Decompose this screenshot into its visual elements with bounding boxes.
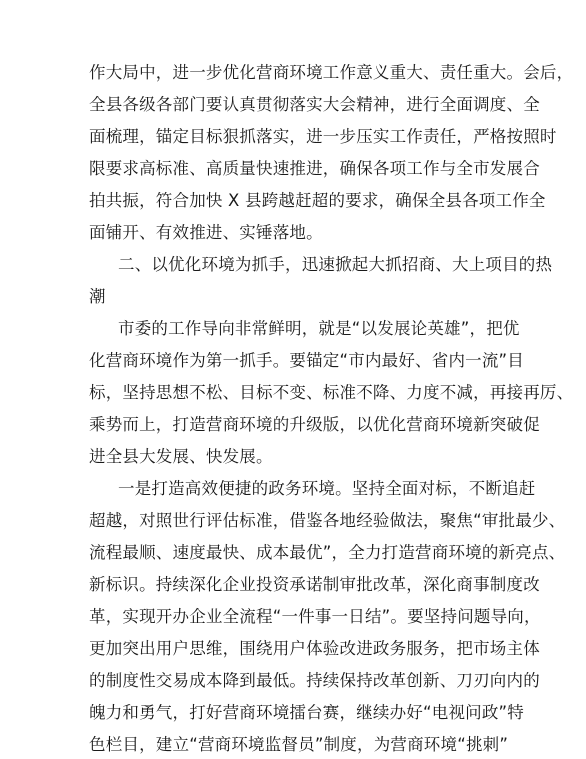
text-line: 标，坚持思想不松、目标不变、标准不降、力度不减，再接再厉、	[89, 383, 574, 402]
text-line: 魄力和勇气，打好营商环境擂台赛，继续办好“电视问政”特	[89, 703, 524, 722]
text-line: 拍共振，符合加快 X 县跨越赶超的要求，确保全县各项工作全	[89, 191, 546, 210]
text-line: 乘势而上，打造营商环境的升级版，以优化营商环境新突破促	[89, 415, 540, 434]
text-line: 面铺开、有效推进、实锤落地。	[89, 223, 323, 242]
text-line: 进全县大发展、快发展。	[89, 447, 273, 466]
text-line: 新标识。持续深化企业投资承诺制审批改革，深化商事制度改	[89, 575, 540, 594]
text-line: 市委的工作导向非常鲜明，就是“以发展论英雄”，把优	[118, 319, 520, 338]
section-heading-line: 二、以优化环境为抓手，迅速掀起大抓招商、大上项目的热	[118, 255, 553, 274]
text-line: 全县各级各部门要认真贯彻落实大会精神，进行全面调度、全	[89, 95, 540, 114]
section-heading-line: 潮	[89, 287, 106, 306]
text-line: 面梳理，锚定目标狠抓落实，进一步压实工作责任，严格按照时	[89, 127, 557, 146]
text-line: 作大局中，进一步优化营商环境工作意义重大、责任重大。会后，	[89, 63, 574, 82]
text-line: 超越，对照世行评估标准，借鉴各地经验做法，聚焦“审批最少、	[89, 511, 566, 530]
text-line: 一是打造高效便捷的政务环境。坚持全面对标，不断追赶	[118, 479, 536, 498]
text-line: 色栏目，建立“营商环境监督员”制度，为营商环境“挑刺”	[89, 735, 509, 754]
text-line: 限要求高标准、高质量快速推进，确保各项工作与全市发展合	[89, 159, 540, 178]
text-line: 革，实现开办企业全流程“一件事一日结”。要坚持问题导向，	[89, 607, 541, 626]
text-line: 化营商环境作为第一抓手。要锚定“市内最好、省内一流”目	[89, 351, 524, 370]
text-line: 流程最顺、速度最快、成本最优”，全力打造营商环境的新亮点、	[89, 543, 566, 562]
text-line: 更加突出用户思维，围绕用户体验改进政务服务，把市场主体	[89, 639, 540, 658]
text-line: 的制度性交易成本降到最低。持续保持改革创新、刀刃向内的	[89, 671, 540, 690]
